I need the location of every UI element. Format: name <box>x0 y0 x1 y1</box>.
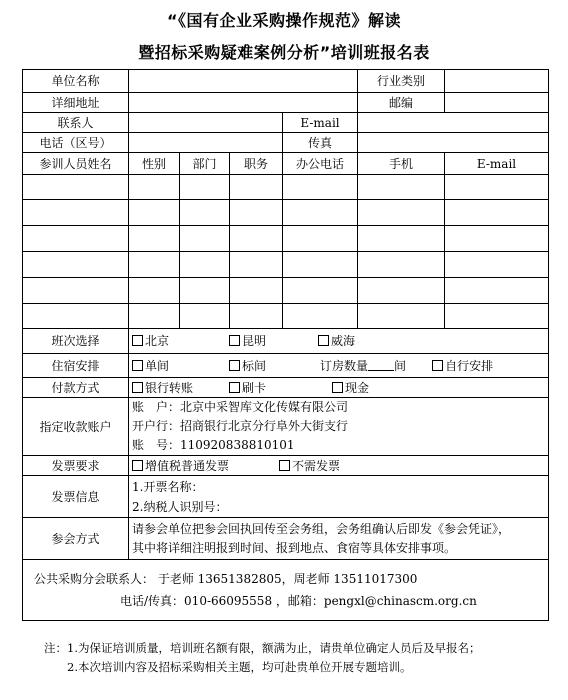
accommodation-options <box>129 354 549 378</box>
invoice-vat-normal[interactable]: 增值税普通发票 <box>132 459 229 473</box>
participant-row[interactable] <box>23 200 549 226</box>
payment-label: 付款方式 <box>23 378 129 398</box>
postcode-field[interactable] <box>445 93 549 113</box>
payment-card[interactable]: 刷卡 <box>229 381 266 395</box>
email-field[interactable] <box>358 113 549 133</box>
payment-options <box>129 378 549 398</box>
checkbox-icon[interactable] <box>132 460 143 471</box>
participant-header-row <box>23 153 549 175</box>
class-select-options <box>129 329 549 354</box>
col-header-mobile: 手机 <box>358 153 445 175</box>
unit-name-field[interactable] <box>129 70 358 93</box>
phone-field[interactable] <box>129 133 283 153</box>
email-label: E-mail <box>283 113 358 133</box>
account-bank: 开户行：招商银行北京分行阜外大街支行 <box>132 419 349 433</box>
contact-label: 联系人 <box>23 113 129 133</box>
title-line-1: “《国有企业采购操作规范》解读 <box>166 11 402 30</box>
col-header-gender: 性别 <box>129 153 180 175</box>
col-header-email: E-mail <box>445 153 549 175</box>
col-header-department: 部门 <box>180 153 230 175</box>
fax-field[interactable] <box>358 133 549 153</box>
class-select-label: 班次选择 <box>23 329 129 354</box>
invoice-req-options <box>129 456 549 476</box>
phone-label: 电话（区号） <box>23 133 129 153</box>
registration-form <box>22 69 549 621</box>
invoice-info-label: 发票信息 <box>23 476 129 518</box>
invoice-req-label: 发票要求 <box>23 456 129 476</box>
participant-row[interactable] <box>23 175 549 200</box>
unit-name-label: 单位名称 <box>23 70 129 93</box>
checkbox-icon[interactable] <box>132 360 143 371</box>
accommodation-single[interactable]: 单间 <box>132 359 169 373</box>
account-label: 指定收款账户 <box>23 398 129 456</box>
organizer-contacts: 公共采购分会联系人： 于老师 13651382805，周老师 13511017300 <box>34 572 418 586</box>
accommodation-self[interactable]: 自行安排 <box>432 359 493 373</box>
industry-label: 行业类别 <box>358 70 445 93</box>
payment-bank-transfer[interactable]: 银行转账 <box>132 381 193 395</box>
accommodation-standard[interactable]: 标间 <box>229 359 266 373</box>
room-unit: 间 <box>394 358 407 373</box>
title-line-2: 暨招标采购疑难案例分析”培训班报名表 <box>138 43 430 62</box>
account-number: 账 号：110920838810101 <box>132 438 295 452</box>
checkbox-icon[interactable] <box>132 382 143 393</box>
room-count-label: 订房数量 <box>320 358 369 373</box>
class-option-kunming[interactable]: 昆明 <box>229 334 266 348</box>
account-info <box>129 398 549 456</box>
fax-label: 传真 <box>283 133 358 153</box>
checkbox-icon[interactable] <box>229 360 240 371</box>
contact-block <box>23 560 549 621</box>
note-2: 2.本次培训内容及招标采购相关主题，均可赴贵单位开展专题培训。 <box>44 660 412 674</box>
checkbox-icon[interactable] <box>132 335 143 346</box>
col-header-name: 参训人员姓名 <box>23 153 129 175</box>
join-label: 参会方式 <box>23 518 129 560</box>
checkbox-icon[interactable] <box>279 460 290 471</box>
invoice-title-field[interactable]: 1.开票名称： <box>132 479 204 494</box>
participant-row[interactable] <box>23 278 549 304</box>
checkbox-icon[interactable] <box>229 382 240 393</box>
payment-cash[interactable]: 现金 <box>332 381 369 395</box>
class-option-beijing[interactable]: 北京 <box>132 334 169 348</box>
organizer-phone-email: 电话/传真：010-66095558 ，邮箱：pengxl@chinascm.org.cn <box>120 594 477 608</box>
checkbox-icon[interactable] <box>229 335 240 346</box>
invoice-not-needed[interactable]: 不需发票 <box>279 459 340 473</box>
participant-row[interactable] <box>23 304 549 329</box>
accommodation-label: 住宿安排 <box>23 354 129 378</box>
postcode-label: 邮编 <box>358 93 445 113</box>
join-line-2: 其中将详细注明报到时间、报到地点、食宿等具体安排事项。 <box>132 540 457 555</box>
notes <box>44 639 480 677</box>
join-info <box>129 518 549 560</box>
address-field[interactable] <box>129 93 358 113</box>
join-line-1: 请参会单位把参会回执回传至会务组，会务组确认后即发《参会凭证》， <box>132 521 511 536</box>
industry-field[interactable] <box>445 70 549 93</box>
address-label: 详细地址 <box>23 93 129 113</box>
col-header-position: 职务 <box>230 153 283 175</box>
contact-field[interactable] <box>129 113 283 133</box>
class-option-weihai[interactable]: 威海 <box>318 334 355 348</box>
room-count-field[interactable] <box>368 360 394 371</box>
checkbox-icon[interactable] <box>318 335 329 346</box>
checkbox-icon[interactable] <box>432 360 443 371</box>
invoice-info <box>129 476 549 518</box>
account-name: 账 户：北京中采智库文化传媒有限公司 <box>132 400 349 414</box>
taxpayer-id-field[interactable]: 2.纳税人识别号： <box>132 499 228 514</box>
col-header-office-phone: 办公电话 <box>283 153 358 175</box>
note-1: 注：1.为保证培训质量，培训班名额有限，额满为止，请贵单位确定人员后及早报名； <box>44 641 481 655</box>
checkbox-icon[interactable] <box>332 382 343 393</box>
participant-row[interactable] <box>23 226 549 252</box>
participant-row[interactable] <box>23 252 549 278</box>
